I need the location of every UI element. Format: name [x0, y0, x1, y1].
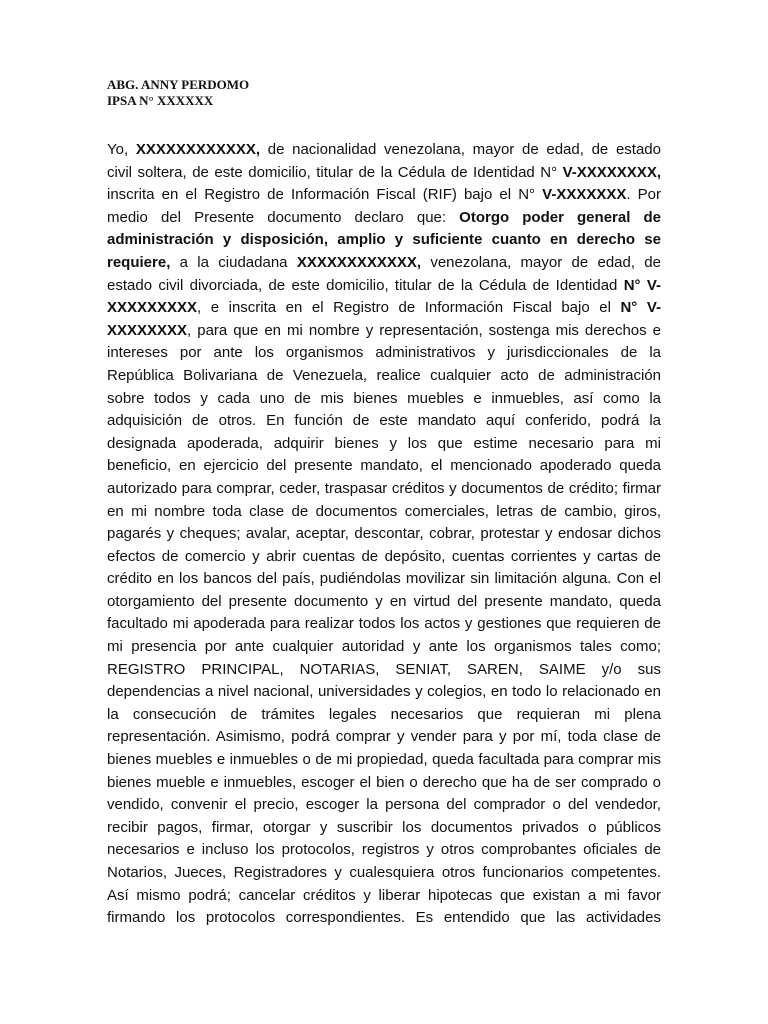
body-text: intereses por ante los organismos administrativos y jurisdiccionales de la — [107, 344, 661, 362]
body-line — [107, 772, 661, 795]
body-line — [107, 591, 661, 614]
body-line — [107, 501, 661, 524]
body-line — [107, 839, 661, 862]
bold-text: administración y disposición, amplio y suficiente cuanto en derecho se — [107, 231, 661, 249]
bold-text: XXXXXXXX — [107, 321, 188, 339]
body-text: Yo, — [107, 141, 136, 158]
body-line — [107, 229, 661, 252]
body-line — [107, 433, 661, 456]
body-text: designada apoderada, adquirir bienes y los que estime necesario para mi — [107, 434, 661, 452]
body-line — [107, 139, 661, 162]
body-line — [107, 794, 661, 817]
body-line — [107, 162, 661, 185]
body-text: pagarés y cheques; avalar, aceptar, descontar, cobrar, protestar y endosar dichos — [107, 525, 661, 543]
body-text: civil soltera, de este domicilio, titular de la Cédula de Identidad N° — [107, 163, 563, 181]
body-line — [107, 862, 661, 885]
lawyer-name: ABG. ANNY PERDOMO — [107, 77, 250, 92]
document-header — [107, 77, 249, 109]
body-line — [107, 207, 661, 230]
body-line — [107, 726, 661, 749]
body-line — [107, 410, 661, 433]
body-line — [107, 681, 661, 704]
body-text: efectos de comercio y abrir cuentas de depósito, cuentas corrientes y cartas de — [107, 547, 661, 565]
body-line — [107, 568, 661, 591]
body-text: , para que en mi nombre y representación, sostenga mis derechos e — [187, 321, 661, 339]
body-text: de nacionalidad venezolana, mayor de edad, de estado — [260, 141, 661, 158]
ipsa-number: IPSA N° XXXXXX — [107, 93, 214, 108]
body-line — [107, 252, 661, 275]
body-text: la consecución de trámites legales necesarios que requieran mi plena — [107, 705, 661, 723]
body-line — [107, 636, 661, 659]
body-text: REGISTRO PRINCIPAL, NOTARIAS, SENIAT, SAREN, SAIME y/o sus — [107, 660, 661, 678]
body-line — [107, 907, 661, 930]
body-text: representación. Asimismo, podrá comprar y vender para y por mí, toda clase de — [107, 728, 661, 746]
body-text: autorizado para comprar, ceder, traspasar créditos y documentos de crédito; firmar — [107, 479, 661, 497]
body-line — [107, 659, 661, 682]
body-text: adquisición de otros. En función de este mandato aquí conferido, podrá la — [107, 412, 661, 430]
body-line — [107, 478, 661, 501]
body-line — [107, 275, 661, 298]
body-line — [107, 184, 661, 207]
body-line — [107, 297, 661, 320]
bold-text: V-XXXXXXXX, — [562, 163, 661, 181]
body-text: estado civil divorciada, de este domicilio, titular de la Cédula de Identidad — [107, 276, 624, 294]
body-text: venezolana, mayor de edad, de — [421, 253, 661, 271]
body-text: bienes muebles e inmuebles o de mi propiedad, queda facultada para comprar mis — [107, 751, 661, 769]
bold-text: XXXXXXXXXXXX, — [135, 141, 261, 158]
body-line — [107, 749, 661, 772]
body-text: inscrita en el Registro de Información Fiscal (RIF) bajo el N° — [107, 186, 543, 204]
body-text: a la ciudadana — [170, 253, 297, 271]
body-text: firmando los protocolos correspondientes. Es entendido que las actividades — [107, 909, 661, 927]
bold-text: XXXXXXXXX — [107, 299, 198, 317]
body-text: mi presencia por ante cualquier autoridad y ante los organismos tales como; — [107, 638, 661, 656]
body-text: vendido, convenir el precio, escoger la persona del comprador o del vendedor, — [107, 796, 661, 814]
bold-text: V-XXXXXXX — [542, 186, 627, 204]
body-line — [107, 546, 661, 569]
body-text: medio del Presente documento declaro que: — [107, 208, 460, 226]
body-line — [107, 704, 661, 727]
power-of-attorney-body — [107, 139, 661, 930]
bold-text: requiere, — [107, 253, 171, 271]
body-text: sobre todos y cada uno de mis bienes muebles e inmuebles, así como la — [107, 389, 661, 407]
body-line — [107, 613, 661, 636]
body-text: bienes mueble e inmuebles, escoger el bien o derecho que ha de ser comprado o — [107, 773, 661, 791]
body-line — [107, 885, 661, 908]
body-line — [107, 320, 661, 343]
body-line — [107, 817, 661, 840]
body-line — [107, 388, 661, 411]
body-line — [107, 365, 661, 388]
body-text: dependencias a nivel nacional, universidades y colegios, en todo lo relacionado en — [107, 683, 661, 701]
bold-text: Otorgo poder general de — [459, 208, 661, 226]
body-text: otorgamiento del presente documento y en virtud del presente mandato, queda — [107, 592, 661, 610]
body-text: Así mismo podrá; cancelar créditos y liberar hipotecas que existan a mi favor — [107, 886, 661, 904]
bold-text: XXXXXXXXXXXX, — [296, 253, 422, 271]
body-text: necesarios e incluso los protocolos, registros y otros comprobantes oficiales de — [107, 841, 661, 859]
body-line — [107, 523, 661, 546]
body-line — [107, 455, 661, 478]
body-text: República Bolivariana de Venezuela, realice cualquier acto de administración — [107, 366, 661, 384]
bold-text: N° V- — [623, 276, 662, 294]
body-text: , e inscrita en el Registro de Información Fiscal bajo el — [197, 299, 621, 317]
body-text: crédito en los bancos del país, pudiéndolas movilizar sin limitación alguna. Con el — [107, 570, 661, 588]
body-text: . Por — [626, 186, 661, 204]
bold-text: N° V- — [620, 299, 661, 317]
body-text: facultado mi apoderada para realizar todos los actos y gestiones que requieren de — [107, 615, 661, 633]
body-line — [107, 342, 661, 365]
body-text: recibir pagos, firmar, otorgar y suscribir los documentos privados o públicos — [107, 818, 661, 836]
body-text: Notarios, Jueces, Registradores y cualesquiera otros funcionarios competentes. — [107, 864, 661, 881]
body-text: en mi nombre toda clase de documentos comerciales, letras de cambio, giros, — [107, 502, 661, 520]
body-text: beneficio, en ejercicio del presente mandato, el mencionado apoderado queda — [107, 457, 661, 475]
